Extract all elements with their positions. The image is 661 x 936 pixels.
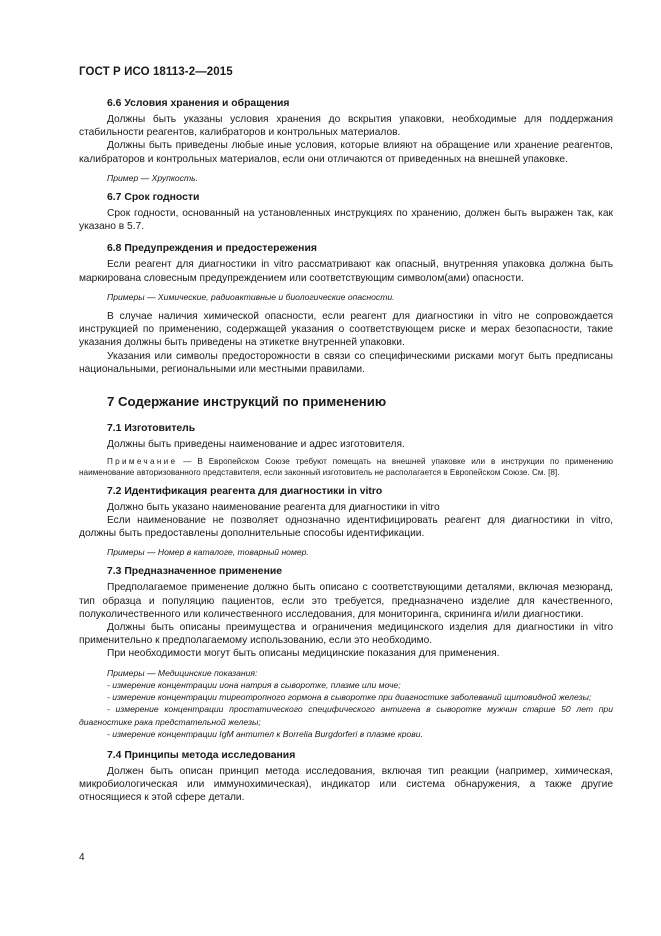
- example-list: [79, 667, 613, 740]
- document-header: ГОСТ Р ИСО 18113-2—2015: [79, 66, 233, 78]
- paragraph: При необходимости могут быть описаны медицинские показания для применения.: [107, 648, 500, 660]
- section-heading-6-7: 6.7 Срок годности: [107, 192, 200, 204]
- paragraph: Должен быть описан принцип метода исследования, включая тип реакции (например, химическая, микробиологическая или иммунохимическая), индикатор или система обнаружения, а также другие относящиеся к этой сфере детали.: [79, 765, 613, 804]
- section-heading-7-3: 7.3 Предназначенное применение: [107, 566, 283, 578]
- list-item: - измерение концентрации иона натрия в сыворотке, плазме или моче;: [107, 679, 401, 690]
- list-item: - измерение концентрации простатического специфического антигена в сыворотке мужчин старше 50 лет при диагностике рака предстательной железы;: [79, 704, 613, 727]
- note-text: — В Европейском Союзе требуют помещать на внешней упаковке или в инструкции по применению наименование авторизованного представителя, если законный изготовитель не располагается в Европейском Союзе. См. [8].: [79, 457, 613, 478]
- section-heading-7: 7 Содержание инструкций по применению: [107, 394, 387, 410]
- section-heading-7-2: 7.2 Идентификация реагента для диагностики in vitro: [107, 485, 383, 497]
- section-heading-6-6: 6.6 Условия хранения и обращения: [107, 98, 290, 109]
- list-item: - измерение концентрации тиреотропного гормона в сыворотке при диагностике заболеваний щитовидной железы;: [107, 692, 592, 703]
- note-label: Примечание: [107, 457, 178, 467]
- paragraph: Должно быть указано наименование реагента для диагностики in vitro: [107, 501, 440, 513]
- example: Примеры — Химические, радиоактивные и биологические опасности.: [107, 291, 395, 302]
- list-item: - измерение концентрации IgM антител к Borrelia Burgdorferi в плазме крови.: [107, 728, 423, 739]
- page-number: 4: [79, 852, 85, 863]
- paragraph: Должны быть приведены любые иные условия, которые влияют на обращение или хранение реагентов, калибраторов и контрольных материалов, если они отличаются от приведенных на внешней упаковке.: [79, 140, 613, 165]
- example: Пример — Хрупкость.: [107, 172, 199, 183]
- paragraph: Если реагент для диагностики in vitro рассматривают как опасный, внутренняя упаковка должна быть маркирована словесным предупреждением или соответствующим символом(ами) опасности.: [79, 259, 613, 284]
- example: Примеры — Номер в каталоге, товарный номер.: [107, 547, 309, 558]
- paragraph: Должны быть указаны условия хранения до вскрытия упаковки, необходимые для поддержания стабильности реагентов, калибраторов и контрольных материалов.: [79, 114, 613, 139]
- section-heading-7-4: 7.4 Принципы метода исследования: [107, 749, 296, 761]
- paragraph: Указания или символы предосторожности в связи со специфическими рисками могут быть предписаны национальными, региональными или местными правилами.: [79, 350, 613, 375]
- paragraph: Предполагаемое применение должно быть описано с соответствующими деталями, включая мезюранд, тип образца и популяцию пациентов, если это требуется, предназначено изделие для качественного, полуколичественного или количественного исследования, для мониторинга, скрининга и/или диагностики.: [79, 582, 613, 620]
- paragraph: Должны быть описаны преимущества и ограничения медицинского изделия для диагностики in vitro применительно к предполагаемому использованию, если это необходимо.: [79, 622, 613, 647]
- paragraph: Если наименование не позволяет однозначно идентифицировать реагент для диагностики in vitro, должны быть предоставлены дополнительные способы идентификации.: [79, 514, 613, 540]
- paragraph: Срок годности, основанный на установленных инструкциях по хранению, должен быть выражен так, как указано в 5.7.: [79, 208, 613, 233]
- note: [79, 456, 613, 478]
- example-title: Примеры — Медицинские показания:: [107, 667, 258, 678]
- section-heading-6-8: 6.8 Предупреждения и предостережения: [107, 243, 317, 255]
- paragraph: Должны быть приведены наименование и адрес изготовителя.: [107, 439, 405, 451]
- document-body: [79, 93, 613, 805]
- paragraph: В случае наличия химической опасности, если реагент для диагностики in vitro не сопровождается инструкцией по применению, содержащей указания о соответствующем риске и мерах безопасности, такие указания должны быть приведены на этикетке внутренней упаковки.: [79, 311, 613, 349]
- section-heading-7-1: 7.1 Изготовитель: [107, 423, 196, 435]
